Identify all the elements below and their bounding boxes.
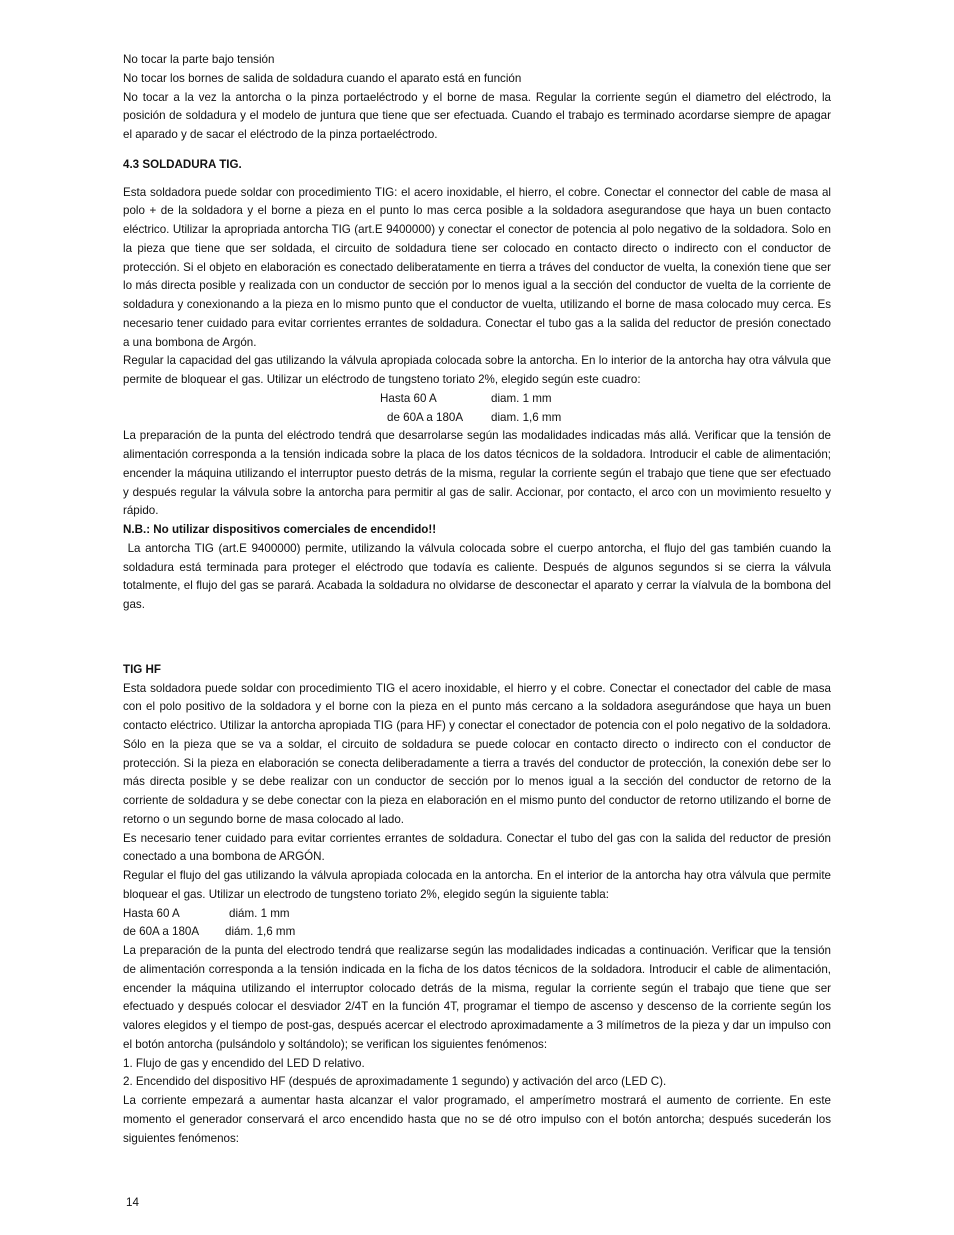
paragraph: Es necesario tener cuidado para evitar corrientes errantes de soldadura. Conectar el tubo del gas con la salida del reductor de presión conectado a una bombona de ARGÓN. [123, 831, 831, 864]
table-diam: diam. 1,6 mm [491, 410, 562, 424]
table-range: de 60A a 180A [387, 410, 464, 424]
table-row [123, 409, 831, 428]
paragraph: Esta soldadora puede soldar con procedimiento TIG el acero inoxidable, el hierro y el cobre. Conectar el conectador del cable de masa con el polo positivo de la soldadora y el borne con la pieza en el punto más cercano a la soldadora asegurándose que haya un buen contacto eléctrico. Utilizar la antorcha apropiada TIG (para HF) y conectar el conectador de potencia con el polo negativo de la soldadora. Sólo en la pieza que se va a soldar, el circuito de soldadura se puede colocar en contacto directo o indirecto con el conductor de protección. Si la pieza en elaboración se conecta deliberadamente a tierra a través del conductor de protección, la conexión debe ser lo más directa posible y se debe realizar con un conductor de sección por lo menos igual a la sección del conductor de retorno de la corriente de soldadura y se debe conectar con la pieza en elaboración en el mismo punto del conductor de retorno utilizando el borne de retorno o un segundo borne de masa colocado al lado. [123, 681, 831, 826]
table-range: de 60A a 180A [123, 925, 200, 939]
intro-paragraph: No tocar a la vez la antorcha o la pinza portaeléctrodo y el borne de masa. Regular la corriente según el diametro del eléctrodo, la posición de soldadura y el modelo de juntura que tiene que ser efectuada. Cuando el trabajo es terminado acordarse siempre de apagar el aparado y de sacar el eléctrodo de la pinza portaeléctrodo. [123, 90, 831, 141]
document-body [123, 51, 835, 1148]
table-row [123, 923, 831, 942]
section-heading-tig-hf: TIG HF [123, 662, 161, 676]
paragraph: La corriente empezará a aumentar hasta alcanzar el valor programado, el amperímetro mostrará el aumento de corriente. En este momento el generador conservará el arco encendido hasta que no se dé otro impulso con el botón antorcha; después sucederán los siguientes fenómenos: [123, 1094, 831, 1145]
intro-line: No tocar los bornes de salida de soldadura cuando el aparato está en función [123, 71, 522, 85]
table-diam: diám. 1,6 mm [225, 925, 296, 939]
section-heading-tig: 4.3 SOLDADURA TIG. [123, 157, 242, 171]
table-row [123, 905, 831, 924]
list-item: 1. Flujo de gas y encendido del LED D relativo. [123, 1056, 365, 1070]
paragraph: Regular el flujo del gas utilizando la válvula apropiada colocada en la antorcha. En el interior de la antorcha hay otra válvula que permite bloquear el gas. Utilizar un electrodo de tungsteno toriato 2%, elegido según la siguiente tabla: [123, 869, 831, 901]
table-diam: diám. 1 mm [229, 906, 290, 920]
table-range: Hasta 60 A [123, 906, 180, 920]
list-item: 2. Encendido del dispositivo HF (después de aproximadamente 1 segundo) y activación del arco (LED C). [123, 1075, 667, 1089]
note-bold: N.B.: No utilizar dispositivos comerciales de encendido!! [123, 523, 437, 536]
intro-line: No tocar la parte bajo tensión [123, 53, 275, 66]
paragraph: Esta soldadora puede soldar con procedimiento TIG: el acero inoxidable, el hierro, el cobre. Conectar el connector del cable de masa al polo + de la soldadora y el borne a pieza en el punto lo mas cerca posible a la soldadora asegurandose que haya un buen contacto eléctrico. Utilizar la apropriada antorcha TIG (art.E 9400000) y conectar el conector de potencia al polo negativo de la soldadora. Solo en la pieza que tiene que ser soldada, el circuito de soldadura tiene ser colocado en contacto directo o indirecto con el conductor de protección. Si el objeto en elaboración es conectado deliberatamente en tierra a tráves del conductor de vuelta, la conexión tiene que ser lo más directa posible y realizada con un conductor de sección por lo menos igual a la sección del conductor de vuelta de la corriente de soldadura y conexionando a la pieza en lo mismo punto que el conductor de vuelta, utilizando el borne de masa colocado muy cerca. Es necesario tener cuidado para evitar corrientes errantes de soldadura. Conectar el tubo gas a la salida del reductor de presión conectado a una bombona de Argón. [123, 185, 831, 349]
table-diam: diam. 1 mm [491, 391, 552, 405]
page-number: 14 [126, 1196, 139, 1209]
paragraph: La preparación de la punta del eléctrodo tendrá que desarrolarse según las modalidades indicadas más allá. Verificar que la tensión de alimentación corresponda a la tensión indicada sobre la placa de los datos técnicos de la soldadora. Introducir el cable de alimentación; encender la máquina utilizando el interruptor puesto detrás de la misma, regular la corriente según el trabajo que tiene que ser efectuado y después regular la válvula sobre la antorcha para permitir al gas de salir. Accionar, por contacto, el arco con un movimiento resuelto y rápido. [123, 429, 831, 518]
table-row [123, 390, 831, 409]
paragraph: Regular la capacidad del gas utilizando la válvula apropiada colocada sobre la antorcha. En lo interior de la antorcha hay otra válvula que permite de bloquear el gas. Utilizar un eléctrodo de tungsteno toriato 2%, elegido según este cuadro: [123, 354, 831, 386]
paragraph: La antorcha TIG (art.E 9400000) permite, utilizando la válvula colocada sobre el cuerpo antorcha, el flujo del gas también cuando la soldadura está terminada para proteger el eléctrodo que todavía es caliente. Después de algunos segundos si se cierra la válvula totalmente, el flujo del gas se parará. Acabada la soldadura no olvidarse de desconectar el aparato y cerrar la víalvula de la bombona del gas. [123, 541, 835, 611]
table-range: Hasta 60 A [380, 391, 437, 405]
paragraph: La preparación de la punta del electrodo tendrá que realizarse según las modalidades indicadas a continuación. Verificar que la tensión de alimentación corresponda a la tensión indicada en la ficha de los datos técnicos de la soldadora. Introducir el cable de alimentación, encender la máquina utilizando el interruptor colocado detrás de la misma, regular la corriente según el trabajo que tiene que ser efectuado y después colocar el desviador 2/4T en la función 4T, programar el tiempo de ascenso y descenso de la corriente según los valores elegidos y el tiempo de post-gas, después acercar el electrodo aproximadamente a 3 milímetros de la pieza y dar un impulso con el botón antorcha (pulsándolo y soltándolo); se verifican los siguientes fenómenos: [123, 944, 831, 1051]
